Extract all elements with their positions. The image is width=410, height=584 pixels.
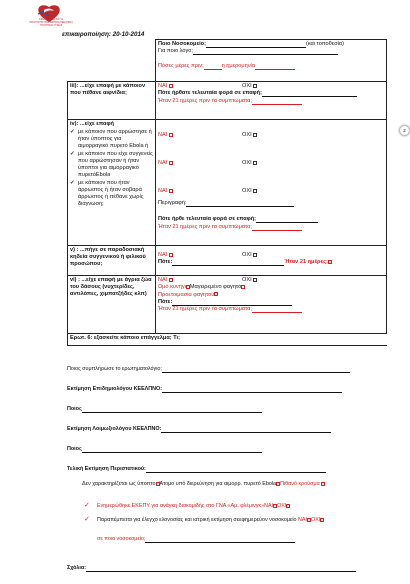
logo-text: ΚΕΝΤΡΟ ΕΛΕΓΧΟΥ & ΠΡΟΛΗΨΗΣ ΝΟΣΗΜΑΤΩΝ (ΚΕΕΛΠΝΟ) ΥΠΟΥΡΓΕΙΟ ΥΓΕΙΑΣ xyxy=(29,18,73,27)
row-iv-when: Πότε ήρθε τελευταία φορά σε επαφή; xyxy=(158,216,318,223)
final-estimate-field[interactable] xyxy=(146,468,326,473)
row-iii-answer xyxy=(156,82,387,120)
date-field[interactable] xyxy=(255,65,295,70)
who-2-line: Ποιος xyxy=(67,446,387,453)
description-field[interactable] xyxy=(186,202,294,207)
hospital-row xyxy=(68,40,387,82)
row-v xyxy=(68,246,387,276)
row-iv-sub-3: ✓ με κάποιον που ήταν άρρωστος ή ήταν σοβαρά άρρωστος ή πέθανε χωρίς διάγνωση; xyxy=(70,179,144,207)
row-iv-yesno-1: ΝΑΙ ΟΧΙ xyxy=(158,132,358,139)
update-date: επικαιροποίηση: 20-10-2014 xyxy=(62,31,145,38)
referred-line: ✓ Παραπέμπεται για έλεγχο ελονοσίας και ιατρική εκτίμηση σεεφημερεύον νοσοκομείο ΝΑΙ ΟΧΙ xyxy=(97,517,324,524)
yes-checkbox[interactable] xyxy=(169,278,173,282)
who-2-field[interactable] xyxy=(82,448,262,453)
referred-no-checkbox[interactable] xyxy=(320,518,324,522)
who-1-line: Ποιος xyxy=(67,406,387,413)
hospital-line: Ποιο Νοσοκομείο; (και τοποθεσία) xyxy=(158,41,345,47)
no-checkbox[interactable] xyxy=(253,253,257,257)
row-vi-label: vi) : ...είχε επαφή με άγρια ζώα του δάσους (νυχτερίδες, αντιλόπες, χιμπατζήδες κλπ) xyxy=(68,276,156,334)
no-checkbox[interactable] xyxy=(253,161,257,165)
comments-field[interactable] xyxy=(86,567,356,572)
last-contact-field[interactable] xyxy=(262,92,357,97)
row-iv-answer xyxy=(156,120,387,246)
check-icon: ✓ xyxy=(70,128,75,135)
row-v-label: v) : ...πήγε σε παραδοσιακή κηδεία συγγενικού ή φιλικού προσώπου; xyxy=(68,246,156,276)
ekepy-no-checkbox[interactable] xyxy=(286,504,290,508)
days-line xyxy=(158,56,384,63)
yes-checkbox[interactable] xyxy=(169,161,173,165)
row-vi-answer xyxy=(156,276,387,334)
days-field[interactable] xyxy=(204,65,222,70)
cooked-food-checkbox[interactable] xyxy=(241,285,245,289)
page-number-badge: 2 xyxy=(399,125,410,136)
final-estimate-line: Τελική Εκτίμηση Περιστατικού: xyxy=(67,466,387,473)
check-icon: ✓ xyxy=(84,502,90,509)
when-field[interactable] xyxy=(172,261,284,266)
row-iii-when: Πότε ήρθατε τελευταία φορά σε επαφή; xyxy=(158,90,384,97)
yes-checkbox[interactable] xyxy=(169,253,173,257)
who-1-field[interactable] xyxy=(82,408,262,413)
row-iv-description: Περιγραφή: xyxy=(158,200,294,207)
row-vi xyxy=(68,276,387,334)
row-v-answer xyxy=(156,246,387,276)
row-iv-sub-2: ✓ με κάποιον που είχε συγγενείς που αρρώστησαν ή ήταν ύποπτοι για αιμορραγικό πυρετόEbola xyxy=(70,150,153,178)
epi-estimate-line: Εκτίμηση Επιδημιολόγου ΚΕΕΛΠΝΟ: xyxy=(67,386,387,393)
within-21-field[interactable] xyxy=(252,100,302,105)
yes-checkbox[interactable] xyxy=(169,189,173,193)
row-vi-21: Ήταν 21 ημέρες πριν τα συμπτώματα; xyxy=(158,306,384,313)
check-icon: ✓ xyxy=(70,150,75,157)
row-vi-yesno: ΝΑΙ ΟΧΙ xyxy=(158,277,384,284)
when-field[interactable] xyxy=(172,301,292,306)
row-v-yesno: ΝΑΙ ΟΧΙ xyxy=(158,252,384,259)
notify-ekepy-line: ✓ Ενημερώθηκε ΕΚΕΠΥ για ανάγκη διακομιδής στο ΓΝΑ «Αμ. φλέμινγκ»ΝΑΙ ΟΧΙ xyxy=(97,503,290,510)
row-iv-yesno-2: ΝΑΙ ΟΧΙ xyxy=(158,160,358,167)
empty-label-cell xyxy=(68,40,156,82)
questionnaire-table xyxy=(67,39,387,346)
infect-estimate-line: Εκτίμηση Λοιμωξιολόγου ΚΕΕΛΠΝΟ: xyxy=(67,426,387,433)
yes-checkbox[interactable] xyxy=(169,84,173,88)
no-checkbox[interactable] xyxy=(253,133,257,137)
infect-estimate-field[interactable] xyxy=(161,428,331,433)
no-checkbox[interactable] xyxy=(253,278,257,282)
row-iii-yesno: ΝΑΙ ΟΧΙ xyxy=(158,83,384,90)
row-iv-yesno-3: ΝΑΙ ΟΧΙ xyxy=(158,188,358,195)
row-vi-food: Ωμό κυνήγι Μαγειρεμένο φαγητό xyxy=(158,284,384,291)
row-vi-when: Πότε: xyxy=(158,299,384,306)
check-icon: ✓ xyxy=(84,516,90,523)
row-iv-label: iv): ...είχε επαφή ✓ με κάποιον που αρρώστησε ή ήταν ύποπτος για αιμορραγικό πυρετό Ebola ή ✓ με κάποιον που είχε συγγενείς που αρρώστησαν ή ήταν ύποπτοι για αιμορραγικό πυρετόEbola ✓ με κάποιον που ήταν άρρωστος ή ήταν σοβαρά άρρωστος ή πέθανε χωρίς διάγνωση; xyxy=(68,120,156,246)
prepared-food-checkbox[interactable] xyxy=(214,292,218,296)
within-21-field[interactable] xyxy=(252,226,302,231)
which-hospital-line: σε ποιο νοσοκομείο; xyxy=(97,536,295,543)
classification-line: Δεν χαρακτηρίζεται ως ύποπτο Άτομο υπό διερεύνηση για αιμορρ. πυρετό Ebola Πιθανό κρούσμα xyxy=(82,481,325,488)
row-iv-sub-1: ✓ με κάποιον που αρρώστησε ή ήταν ύποπτος για αιμορραγικό πυρετό Ebola ή xyxy=(70,128,152,149)
row-iv-21: Ήταν 21 ημέρες πριν τα συμπτώματα; xyxy=(158,224,302,231)
who-filled-line: Ποιος συμπλήρωσε το ερωτηματολόγιο; xyxy=(67,366,387,373)
row-q6 xyxy=(68,334,387,346)
who-filled-field[interactable] xyxy=(162,368,350,373)
row-v-when: Πότε: Ήταν 21 ημέρες; xyxy=(158,259,384,266)
last-contact-field[interactable] xyxy=(256,218,318,223)
row-iv xyxy=(68,120,387,246)
epi-estimate-field[interactable] xyxy=(162,388,342,393)
question-6: Ερωτ. 6: εξασκείτε κάποιο επάγγελμα; Τι; xyxy=(68,334,387,346)
hospital-cell xyxy=(156,40,387,82)
was-21-checkbox[interactable] xyxy=(328,260,332,264)
no-checkbox[interactable] xyxy=(253,84,257,88)
probable-case-checkbox[interactable] xyxy=(321,482,325,486)
which-hospital-field[interactable] xyxy=(145,538,295,543)
days-before-line: Πόσες μέρες πριν; η ημερομηνία xyxy=(158,63,384,70)
within-21-field[interactable] xyxy=(252,308,302,313)
row-iii-21: Ήταν 21 ημέρες πριν τα συμπτώματα; xyxy=(158,98,384,105)
row-iii xyxy=(68,82,387,120)
reason-field[interactable] xyxy=(193,50,338,55)
reason-line: Για ποιο λόγο; xyxy=(158,48,384,55)
comments-line: Σχόλια: xyxy=(67,565,387,572)
hospital-field[interactable] xyxy=(206,43,306,48)
yes-checkbox[interactable] xyxy=(169,133,173,137)
no-checkbox[interactable] xyxy=(253,189,257,193)
check-icon: ✓ xyxy=(70,179,75,186)
row-vi-prep: Προετοιμασία φαγητού xyxy=(158,292,384,299)
row-iii-label: iii): ...είχε επαφή με κάποιον που πέθανε αιφνίδια; xyxy=(68,82,156,120)
